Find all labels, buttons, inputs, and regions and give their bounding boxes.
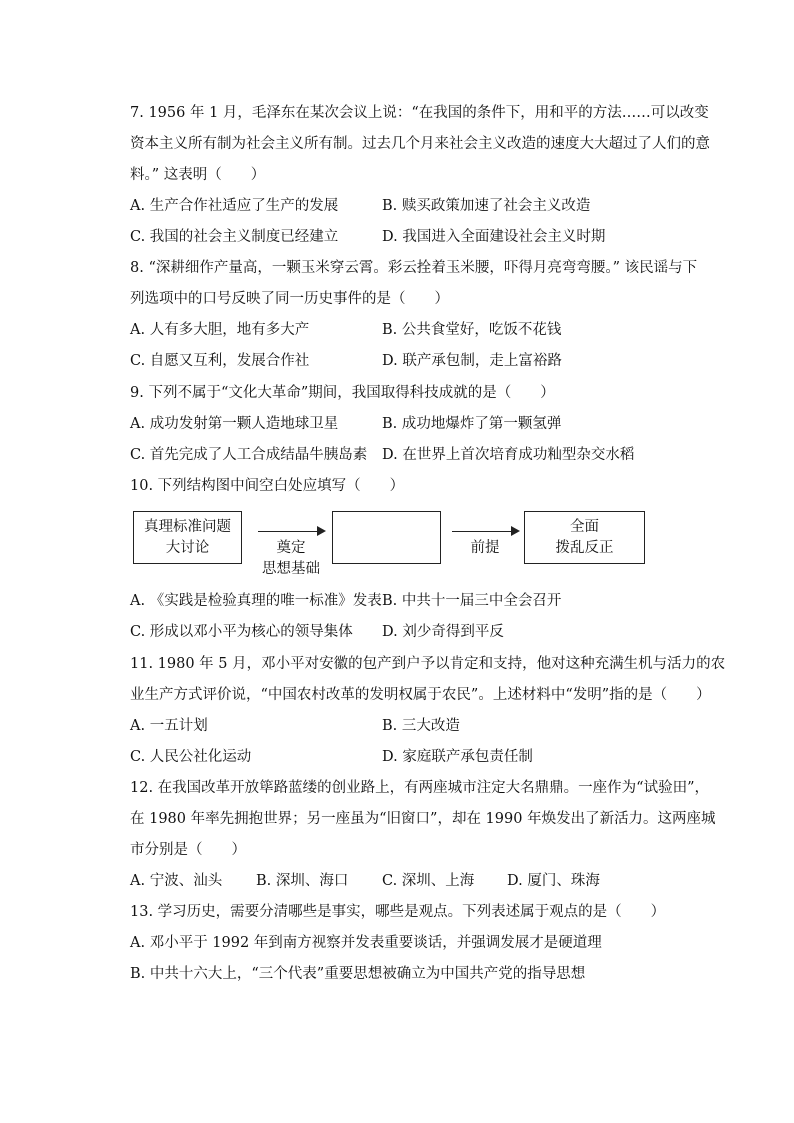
question-9-option-c: C. 首先完成了人工合成结晶牛胰岛素 (130, 447, 368, 463)
question-11-option-b: B. 三大改造 (382, 718, 460, 734)
question-9-stem-line-1: 9. 下列不属于“文化大革命”期间，我国取得科技成就的是（ ） (130, 385, 555, 401)
diagram-arrow-1-label-line-1: 奠定 (276, 540, 306, 556)
question-8-stem-line-1: 8. “深耕细作产量高，一颗玉米穿云霄。彩云拴着玉米腰，吓得月亮弯弯腰。” 该民谣与下 (130, 260, 698, 276)
question-9-option-a: A. 成功发射第一颗人造地球卫星 (130, 416, 339, 432)
question-7-stem-line-1: 7. 1956 年 1 月，毛泽东在某次会议上说：“在我国的条件下，用和平的方法……可以改变 (130, 105, 709, 121)
diagram-box-correct-chaos (524, 511, 645, 564)
diagram-arrow-1-label (248, 538, 334, 580)
diagram-box-1-line-1: 真理标准问题 (144, 518, 231, 535)
question-7-option-d: D. 我国进入全面建设社会主义时期 (382, 229, 606, 245)
diagram-arrow-1-label-line-2: 思想基础 (262, 561, 320, 577)
question-13-option-b: B. 中共十六大上，“三个代表”重要思想被确立为中国共产党的指导思想 (130, 966, 586, 982)
diagram-box-3-line-1: 全面 (570, 518, 599, 535)
question-7-stem-line-3: 料。” 这表明（ ） (130, 167, 266, 183)
diagram-box-truth-debate (133, 511, 242, 564)
question-8-option-c: C. 自愿又互利，发展合作社 (130, 353, 310, 369)
diagram-arrow-2 (452, 531, 518, 532)
question-8-option-b: B. 公共食堂好，吃饭不花钱 (382, 322, 562, 338)
question-12-stem-line-1: 12. 在我国改革开放筚路蓝缕的创业路上，有两座城市注定大名鼎鼎。一座作为“试验田”， (130, 780, 709, 796)
question-13-option-a: A. 邓小平于 1992 年到南方视察并发表重要谈话，并强调发展才是硬道理 (130, 935, 602, 951)
question-10-option-b: B. 中共十一届三中全会召开 (382, 593, 562, 609)
question-7-stem-line-2: 资本主义所有制为社会主义所有制。过去几个月来社会主义改造的速度大大超过了人们的意 (130, 136, 710, 152)
question-13-stem-line-1: 13. 学习历史，需要分清哪些是事实，哪些是观点。下列表述属于观点的是（ ） (130, 904, 666, 920)
question-12-stem-line-2: 在 1980 年率先拥抱世界；另一座虽为“旧窗口”，却在 1990 年焕发出了新活力。这两座城 (130, 811, 716, 827)
question-10-stem-line-1: 10. 下列结构图中间空白处应填写（ ） (130, 478, 405, 494)
question-12-option-d: D. 厦门、珠海 (507, 873, 600, 889)
question-11-stem-line-2: 业生产方式评价说，“中国农村改革的发明权属于农民”。上述材料中“发明”指的是（ ） (130, 687, 711, 703)
question-11-option-a: A. 一五计划 (130, 718, 208, 734)
question-9-option-d: D. 在世界上首次培育成功籼型杂交水稻 (382, 447, 635, 463)
question-12-option-a: A. 宁波、汕头 (130, 873, 223, 889)
question-11-option-d: D. 家庭联产承包责任制 (382, 749, 533, 765)
diagram-box-3-line-2: 拨乱反正 (555, 539, 614, 556)
question-8-option-d: D. 联产承包制，走上富裕路 (382, 353, 562, 369)
question-10-option-c: C. 形成以邓小平为核心的领导集体 (130, 624, 353, 640)
diagram-arrow-1 (258, 531, 324, 532)
question-12-option-c: C. 深圳、上海 (382, 873, 475, 889)
question-10-option-d: D. 刘少奇得到平反 (382, 624, 504, 640)
question-11-stem-line-1: 11. 1980 年 5 月，邓小平对安徽的包产到户予以肯定和支持，他对这种充满生机与活力的农 (130, 656, 726, 672)
diagram-blank-box (332, 511, 441, 564)
question-8-stem-line-2: 列选项中的口号反映了同一历史事件的是（ ） (130, 291, 449, 307)
question-12-stem-line-3: 市分别是（ ） (130, 842, 246, 858)
question-12-option-b: B. 深圳、海口 (256, 873, 349, 889)
diagram-arrow-2-label: 前提 (470, 540, 500, 556)
question-10-option-a: A. 《实践是检验真理的唯一标准》发表 (130, 593, 382, 609)
question-7-option-c: C. 我国的社会主义制度已经建立 (130, 229, 339, 245)
question-9-option-b: B. 成功地爆炸了第一颗氢弹 (382, 416, 562, 432)
question-7-option-a: A. 生产合作社适应了生产的发展 (130, 198, 339, 214)
question-11-option-c: C. 人民公社化运动 (130, 749, 252, 765)
diagram-box-1-line-2: 大讨论 (165, 539, 210, 556)
question-8-option-a: A. 人有多大胆，地有多大产 (130, 322, 310, 338)
question-7-option-b: B. 赎买政策加速了社会主义改造 (382, 198, 591, 214)
